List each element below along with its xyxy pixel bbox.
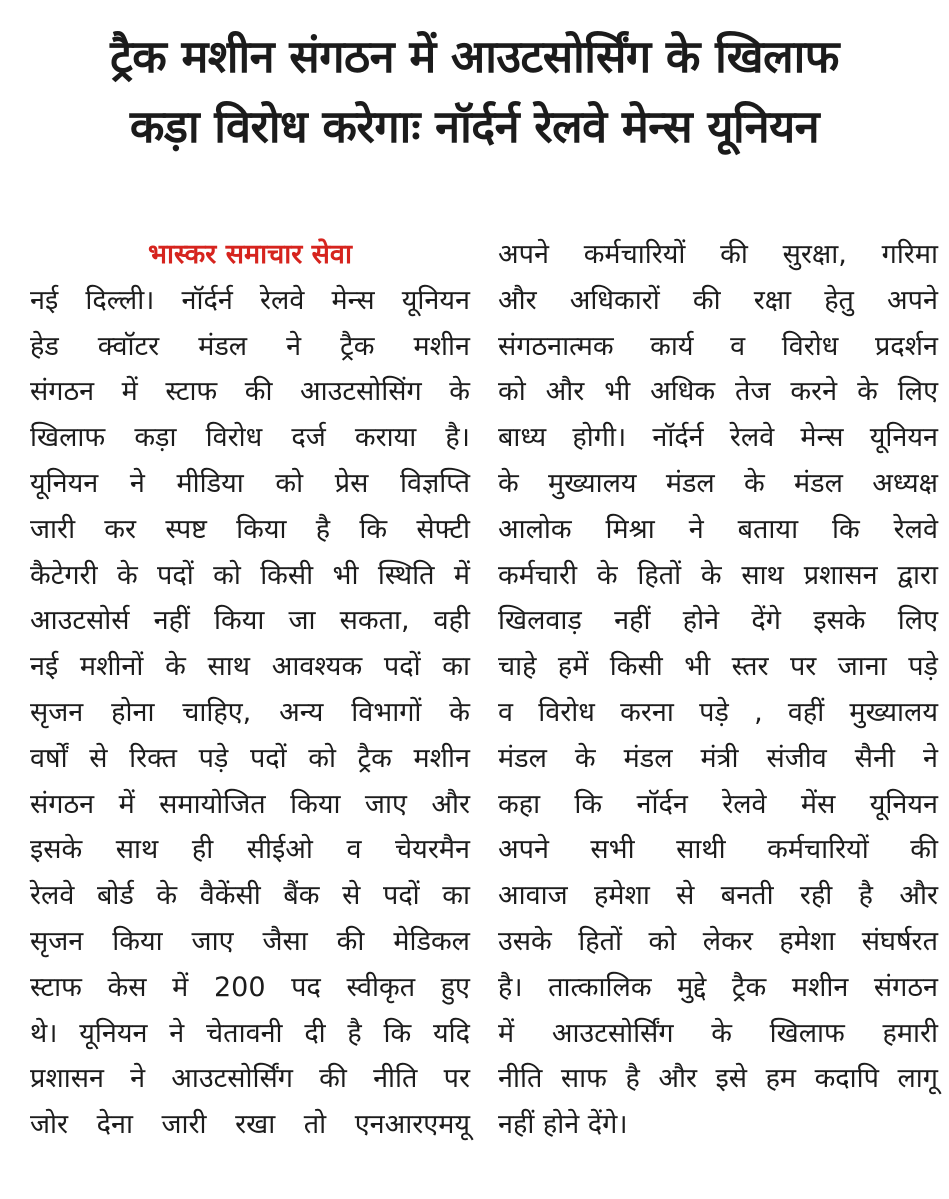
body-line: संगठन में समायोजित किया जाए और [30, 788, 470, 820]
body-line: को और भी अधिक तेज करने के लिए [498, 376, 938, 408]
body-line: खिलवाड़ नहीं होने देंगे इसके लिए [498, 605, 938, 637]
headline [0, 22, 949, 162]
body-line: में आउटसोर्सिंग के खिलाफ हमारी [498, 1017, 938, 1049]
body-line: यूनियन ने मीडिया को प्रेस विज्ञप्ति [30, 467, 470, 499]
body-line: नहीं होने देंगे। [498, 1109, 628, 1141]
article-column-right [498, 232, 938, 1148]
body-line: आवाज हमेशा से बनती रही है और [498, 880, 938, 912]
headline-line-2: कड़ा विरोध करेगाः नॉर्दर्न रेलवे मेन्स यूनियन [129, 100, 820, 153]
body-line: कर्मचारी के हितों के साथ प्रशासन द्वारा [498, 559, 938, 591]
body-line: कहा कि नॉर्दन रेलवे मेंस यूनियन [498, 788, 938, 820]
body-line: के मुख्यालय मंडल के मंडल अध्यक्ष [498, 467, 938, 499]
body-line: मंडल के मंडल मंत्री संजीव सैनी ने [498, 742, 938, 774]
body-line: सृजन होना चाहिए, अन्य विभागों के [30, 696, 470, 728]
body-line: रेलवे बोर्ड के वैकेंसी बैंक से पदों का [30, 880, 470, 912]
body-line: आलोक मिश्रा ने बताया कि रेलवे [498, 513, 938, 545]
body-line: और अधिकारों की रक्षा हेतु अपने [498, 284, 938, 316]
body-line: नई दिल्ली। नॉर्दर्न रेलवे मेन्स यूनियन [30, 284, 470, 316]
body-line: प्रशासन ने आउटसोर्सिंग की नीति पर [30, 1063, 470, 1095]
body-line: आउटसोर्स नहीं किया जा सकता, वही [30, 605, 470, 637]
body-line: नई मशीनों के साथ आवश्यक पदों का [30, 651, 470, 683]
body-line: नीति साफ है और इसे हम कदापि लागू [498, 1063, 938, 1095]
body-line: व विरोध करना पड़े , वहीं मुख्यालय [498, 696, 938, 728]
body-line: अपने कर्मचारियों की सुरक्षा, गरिमा [498, 239, 938, 270]
body-line: चाहे हमें किसी भी स्तर पर जाना पड़े [498, 651, 938, 683]
body-line: खिलाफ कड़ा विरोध दर्ज कराया है। [30, 422, 470, 454]
body-line: उसके हितों को लेकर हमेशा संघर्षरत [498, 925, 938, 957]
body-line: हेड क्वॉटर मंडल ने ट्रैक मशीन [30, 330, 470, 362]
byline: भास्कर समाचार सेवा [148, 239, 352, 270]
body-line: संगठनात्मक कार्य व विरोध प्रदर्शन [498, 330, 938, 362]
body-line: बाध्य होगी। नॉर्दर्न रेलवे मेन्स यूनियन [498, 422, 938, 454]
body-line: वर्षों से रिक्त पड़े पदों को ट्रैक मशीन [30, 742, 470, 774]
body-line: स्टाफ केस में 200 पद स्वीकृत हुए [30, 971, 470, 1003]
body-line: थे। यूनियन ने चेतावनी दी है कि यदि [30, 1017, 470, 1049]
body-line: इसके साथ ही सीईओ व चेयरमैन [30, 834, 470, 866]
body-line: अपने सभी साथी कर्मचारियों की [498, 834, 938, 866]
body-line: सृजन किया जाए जैसा की मेडिकल [30, 925, 470, 957]
headline-line-1: ट्रैक मशीन संगठन में आउटसोर्सिंग के खिलाफ [110, 30, 839, 83]
body-line: जारी कर स्पष्ट किया है कि सेफ्टी [30, 513, 470, 545]
body-line: संगठन में स्टाफ की आउटसोसिंग के [30, 376, 470, 408]
body-line: कैटेगरी के पदों को किसी भी स्थिति में [30, 559, 470, 591]
body-line: है। तात्कालिक मुद्दे ट्रैक मशीन संगठन [498, 971, 938, 1003]
article-column-left [30, 232, 470, 1148]
body-line: जोर देना जारी रखा तो एनआरएमयू [30, 1109, 470, 1141]
